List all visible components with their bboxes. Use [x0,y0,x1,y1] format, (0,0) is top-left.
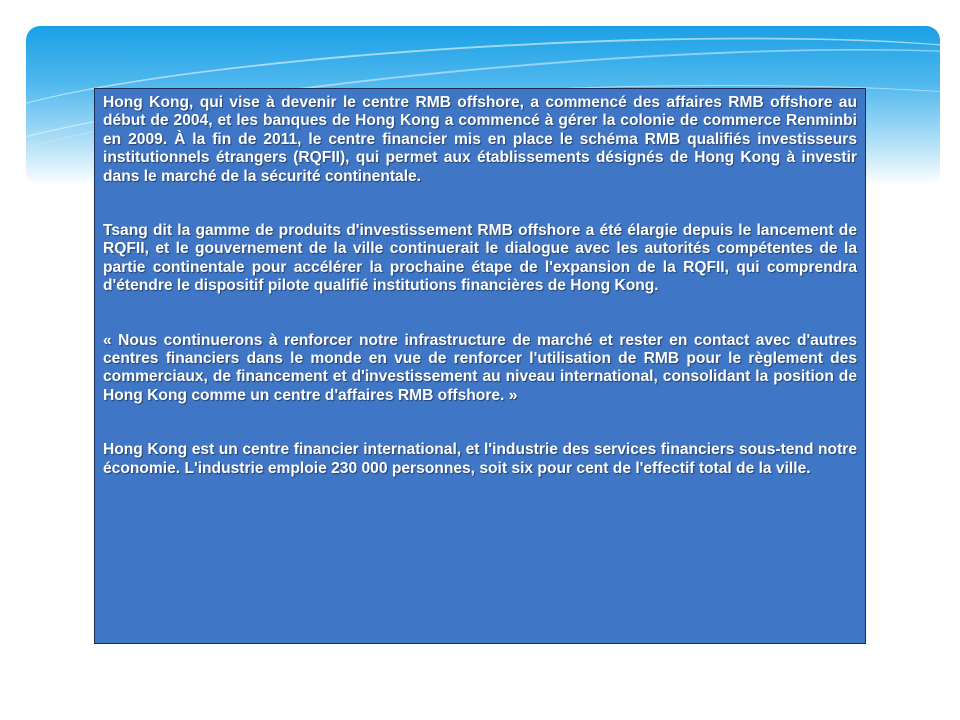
paragraph-4: Hong Kong est un centre financier international, et l'industrie des services financiers sous-tend notre économie. L'industrie emploie 230 000 personnes, soit six pour cent de l'effectif total de la ville. [103,441,857,477]
slide-text-box [94,88,866,644]
paragraph-1: Hong Kong, qui vise à devenir le centre RMB offshore, a commencé des affaires RMB offshore au début de 2004, et les banques de Hong Kong a commencé à gérer la colonie de commerce Renminbi en 2009. À la fin de 2011, le centre financier mis en place le schéma RMB qualifiés investisseurs institutionnels étrangers (RQFII), qui permet aux établissements désignés de Hong Kong à investir dans le marché de la sécurité continentale. [103,94,857,185]
paragraph-3: « Nous continuerons à renforcer notre infrastructure de marché et rester en contact avec d'autres centres financiers dans le monde en vue de renforcer l'utilisation de RMB pour le règlement des commerciaux, de financement et d'investissement au niveau international, consolidant la position de Hong Kong comme un centre d'affaires RMB offshore. » [103,331,857,404]
paragraph-2: Tsang dit la gamme de produits d'investissement RMB offshore a été élargie depuis le lancement de RQFII, et le gouvernement de la ville continuerait le dialogue avec les autorités compétentes de la partie continentale pour accélérer la prochaine étape de l'expansion de la RQFII, qui comprendra d'étendre le dispositif pilote qualifié institutions financières de Hong Kong. [103,222,857,295]
